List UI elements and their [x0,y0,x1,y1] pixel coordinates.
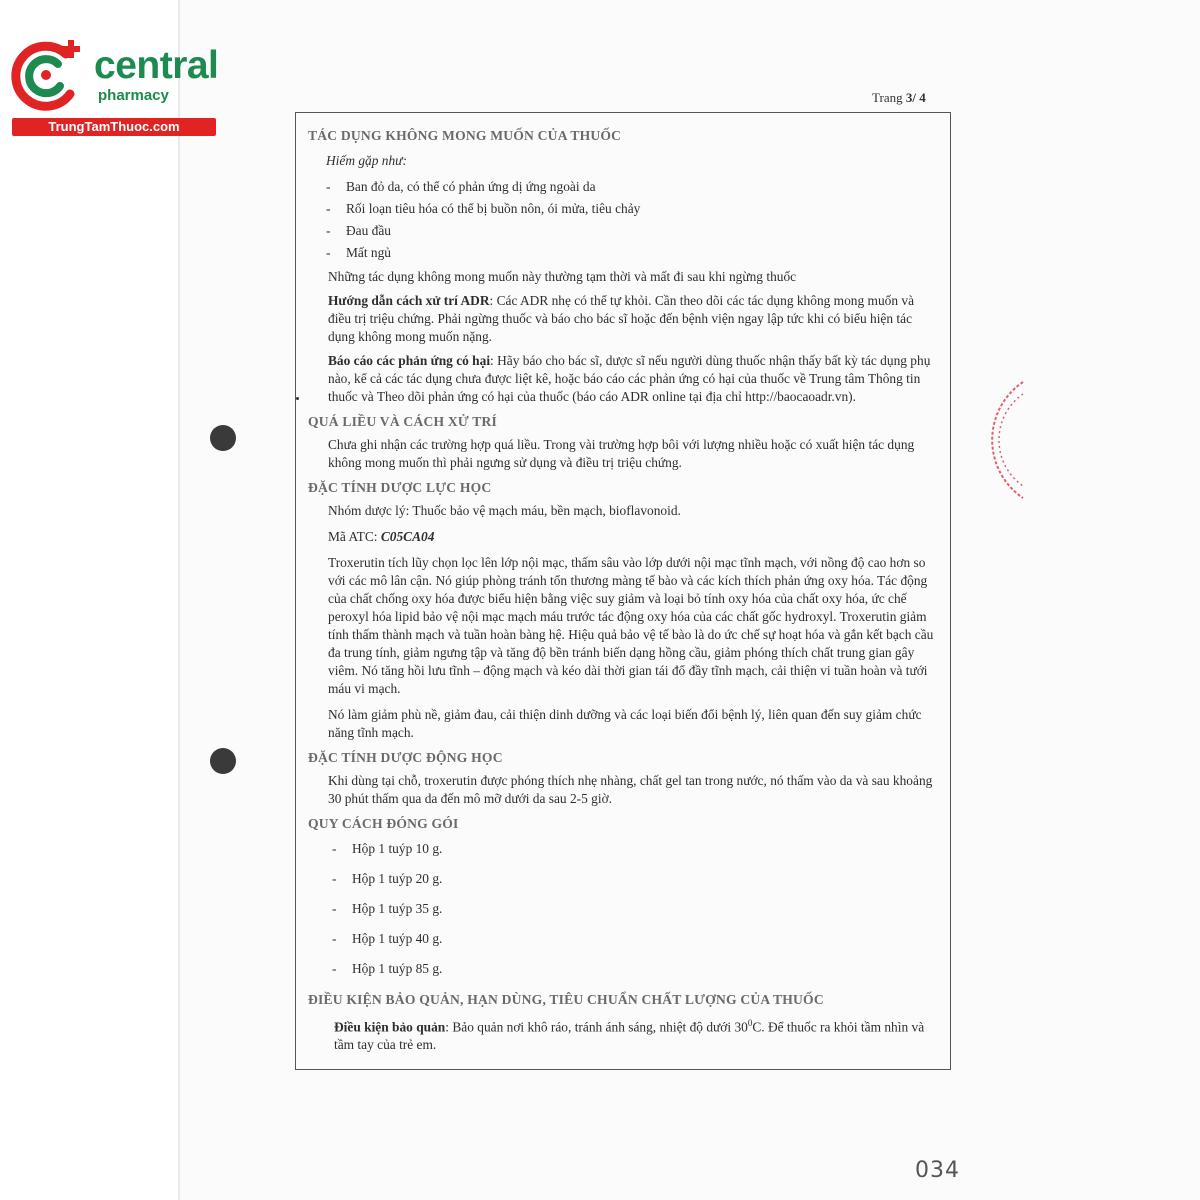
adr-intro: Hiếm gặp như: [326,153,407,168]
adr-report-label: Báo cáo các phản ứng có hại [328,353,491,368]
punch-hole [210,748,236,774]
logo-mark-icon [8,36,92,116]
page-number [872,90,926,106]
list-item: - Hộp 1 tuýp 40 g. [332,930,940,948]
scan-speck [296,397,299,400]
pharmacologic-group: Nhóm dược lý: Thuốc bảo vệ mạch máu, bền mạch, bioflavonoid. [328,503,681,518]
logo-url-banner[interactable]: TrungTamThuoc.com [12,118,216,136]
storage-text-before: : Bảo quản nơi khô ráo, tránh ánh sáng, nhiệt độ dưới 30 [445,1019,748,1035]
sheet-edge [178,0,180,1200]
packaging-list [308,840,940,978]
punch-hole [210,425,236,451]
list-item: - Hộp 1 tuýp 20 g. [332,870,940,888]
degree-mark: 0 [747,1018,753,1028]
section-heading: ĐẶC TÍNH DƯỢC LỰC HỌC [308,480,492,495]
atc-code-line [328,528,940,546]
list-item: - Hộp 1 tuýp 85 g. [332,960,940,978]
pharmacodynamics-text-2: Nó làm giảm phù nề, giảm đau, cải thiện dinh dưỡng và các loại biến đổi bệnh lý, liên quan đến suy giảm chức năng tĩnh mạch. [328,707,922,740]
logo-subtitle: pharmacy [98,87,169,104]
section-heading: ĐIỀU KIỆN BẢO QUẢN, HẠN DÙNG, TIÊU CHUẨN CHẤT LƯỢNG CỦA THUỐC [308,992,824,1007]
storage-label: Điều kiện bảo quản [334,1019,446,1035]
list-item: - Hộp 1 tuýp 35 g. [332,900,940,918]
document-content [308,124,940,1060]
list-item: - Mất ngủ [326,244,940,262]
adr-report [328,352,940,406]
list-item: - Ban đỏ da, có thể có phản ứng dị ứng ngoài da [326,178,940,196]
list-item: - Đau đầu [326,222,940,240]
pharmacokinetics-text: Khi dùng tại chỗ, troxerutin được phóng thích nhẹ nhàng, chất gel tan trong nước, nó thấm vào da và sau khoảng 30 phút thấm qua da đến mô mỡ dưới da sau 2-5 giờ. [328,773,933,806]
section-adr [308,126,940,406]
stamp-fragment [985,380,1025,505]
list-item: - Hộp 1 tuýp 10 g. [332,840,940,858]
pharmacodynamics-text-1: Troxerutin tích lũy chọn lọc lên lớp nội mạc, thấm sâu vào lớp dưới nội mạc tĩnh mạch, với nồng độ cao hơn so với các mô lân cận. Nó giúp phòng tránh tổn thương màng tế bào và các kích thích phản ứng oxy hóa. Tác động của chất chống oxy hóa được biểu hiện bằng việc suy giảm và loại bỏ tính oxy hóa của chất oxy hóa, ức chế peroxyl hóa lipid bảo vệ nội mạc mạch máu trước tác động oxy hóa của các chất gốc hydroxyl. Troxerutin giảm tính thấm thành mạch và tuần hoàn bàng hệ. Hiệu quả bảo vệ tế bào là do ức chế sự hoạt hóa và gắn kết bạch cầu đa trung tính, giảm ngưng tập và tăng độ bền tránh biến dạng hồng cầu, giảm phóng thích chất trung gian gây viêm. Nó tăng hồi lưu tĩnh – động mạch và kéo dài thời gian tái đổ đầy tĩnh mạch, cải thiện vi tuần hoàn và tưới máu vi mạch. [328,555,934,696]
list-item: - Rối loạn tiêu hóa có thể bị buồn nôn, ói mửa, tiêu chảy [326,200,940,218]
logo-name: central [94,44,219,87]
section-heading: QUY CÁCH ĐÓNG GÓI [308,816,459,831]
adr-list [308,178,940,262]
overdose-text: Chưa ghi nhận các trường hợp quá liều. Trong vài trường hợp bôi với lượng nhiều hoặc có xuất hiện tác dụng không mong muốn thì phải ngưng sử dụng và điều trị triệu chứng. [328,437,915,470]
handwritten-number: 034 [915,1158,960,1183]
section-heading: QUÁ LIỀU VÀ CÁCH XỬ TRÍ [308,414,498,429]
page-value: 3/ 4 [905,90,926,105]
page-label: Trang [872,90,903,105]
atc-code: C05CA04 [380,529,435,544]
adr-guide [328,292,940,346]
section-packaging [308,814,940,978]
central-pharmacy-logo[interactable] [8,36,218,136]
adr-report-text: : Hãy báo cho bác sĩ, dược sĩ nếu người dùng thuốc nhận thấy bất kỳ tác dụng phụ nào, kể cả các tác dụng chưa được liệt kê, hoặc báo cáo các phản ứng có hại của thuốc về Trung tâm Thông tin thuốc và Theo dõi phản ứng có hại của thuốc (báo cáo ADR online tại địa chỉ http://baocaoadr.vn). [328,353,931,404]
section-heading: ĐẶC TÍNH DƯỢC ĐỘNG HỌC [308,750,503,765]
section-pharmacodynamics [308,478,940,742]
section-heading: TÁC DỤNG KHÔNG MONG MUỐN CỦA THUỐC [308,128,622,143]
adr-guide-label: Hướng dẫn cách xử trí ADR [328,293,490,308]
adr-note: Những tác dụng không mong muốn này thường tạm thời và mất đi sau khi ngừng thuốc [328,269,797,284]
section-storage [308,990,940,1054]
storage-text [328,1014,940,1054]
adr-guide-text: : Các ADR nhẹ có thể tự khỏi. Cần theo dõi các tác dụng không mong muốn và điều trị triệu chứng. Phải ngừng thuốc và báo cho bác sĩ hoặc đến bệnh viện ngay lập tức khi có biểu hiện tác dụng không mong muốn nặng. [328,293,915,344]
atc-label: Mã ATC: [328,529,381,544]
section-overdose [308,412,940,472]
storage-text-after: C. Để thuốc ra khỏi tầm nhìn và tầm tay của trẻ em. [334,1019,925,1053]
section-pharmacokinetics [308,748,940,808]
